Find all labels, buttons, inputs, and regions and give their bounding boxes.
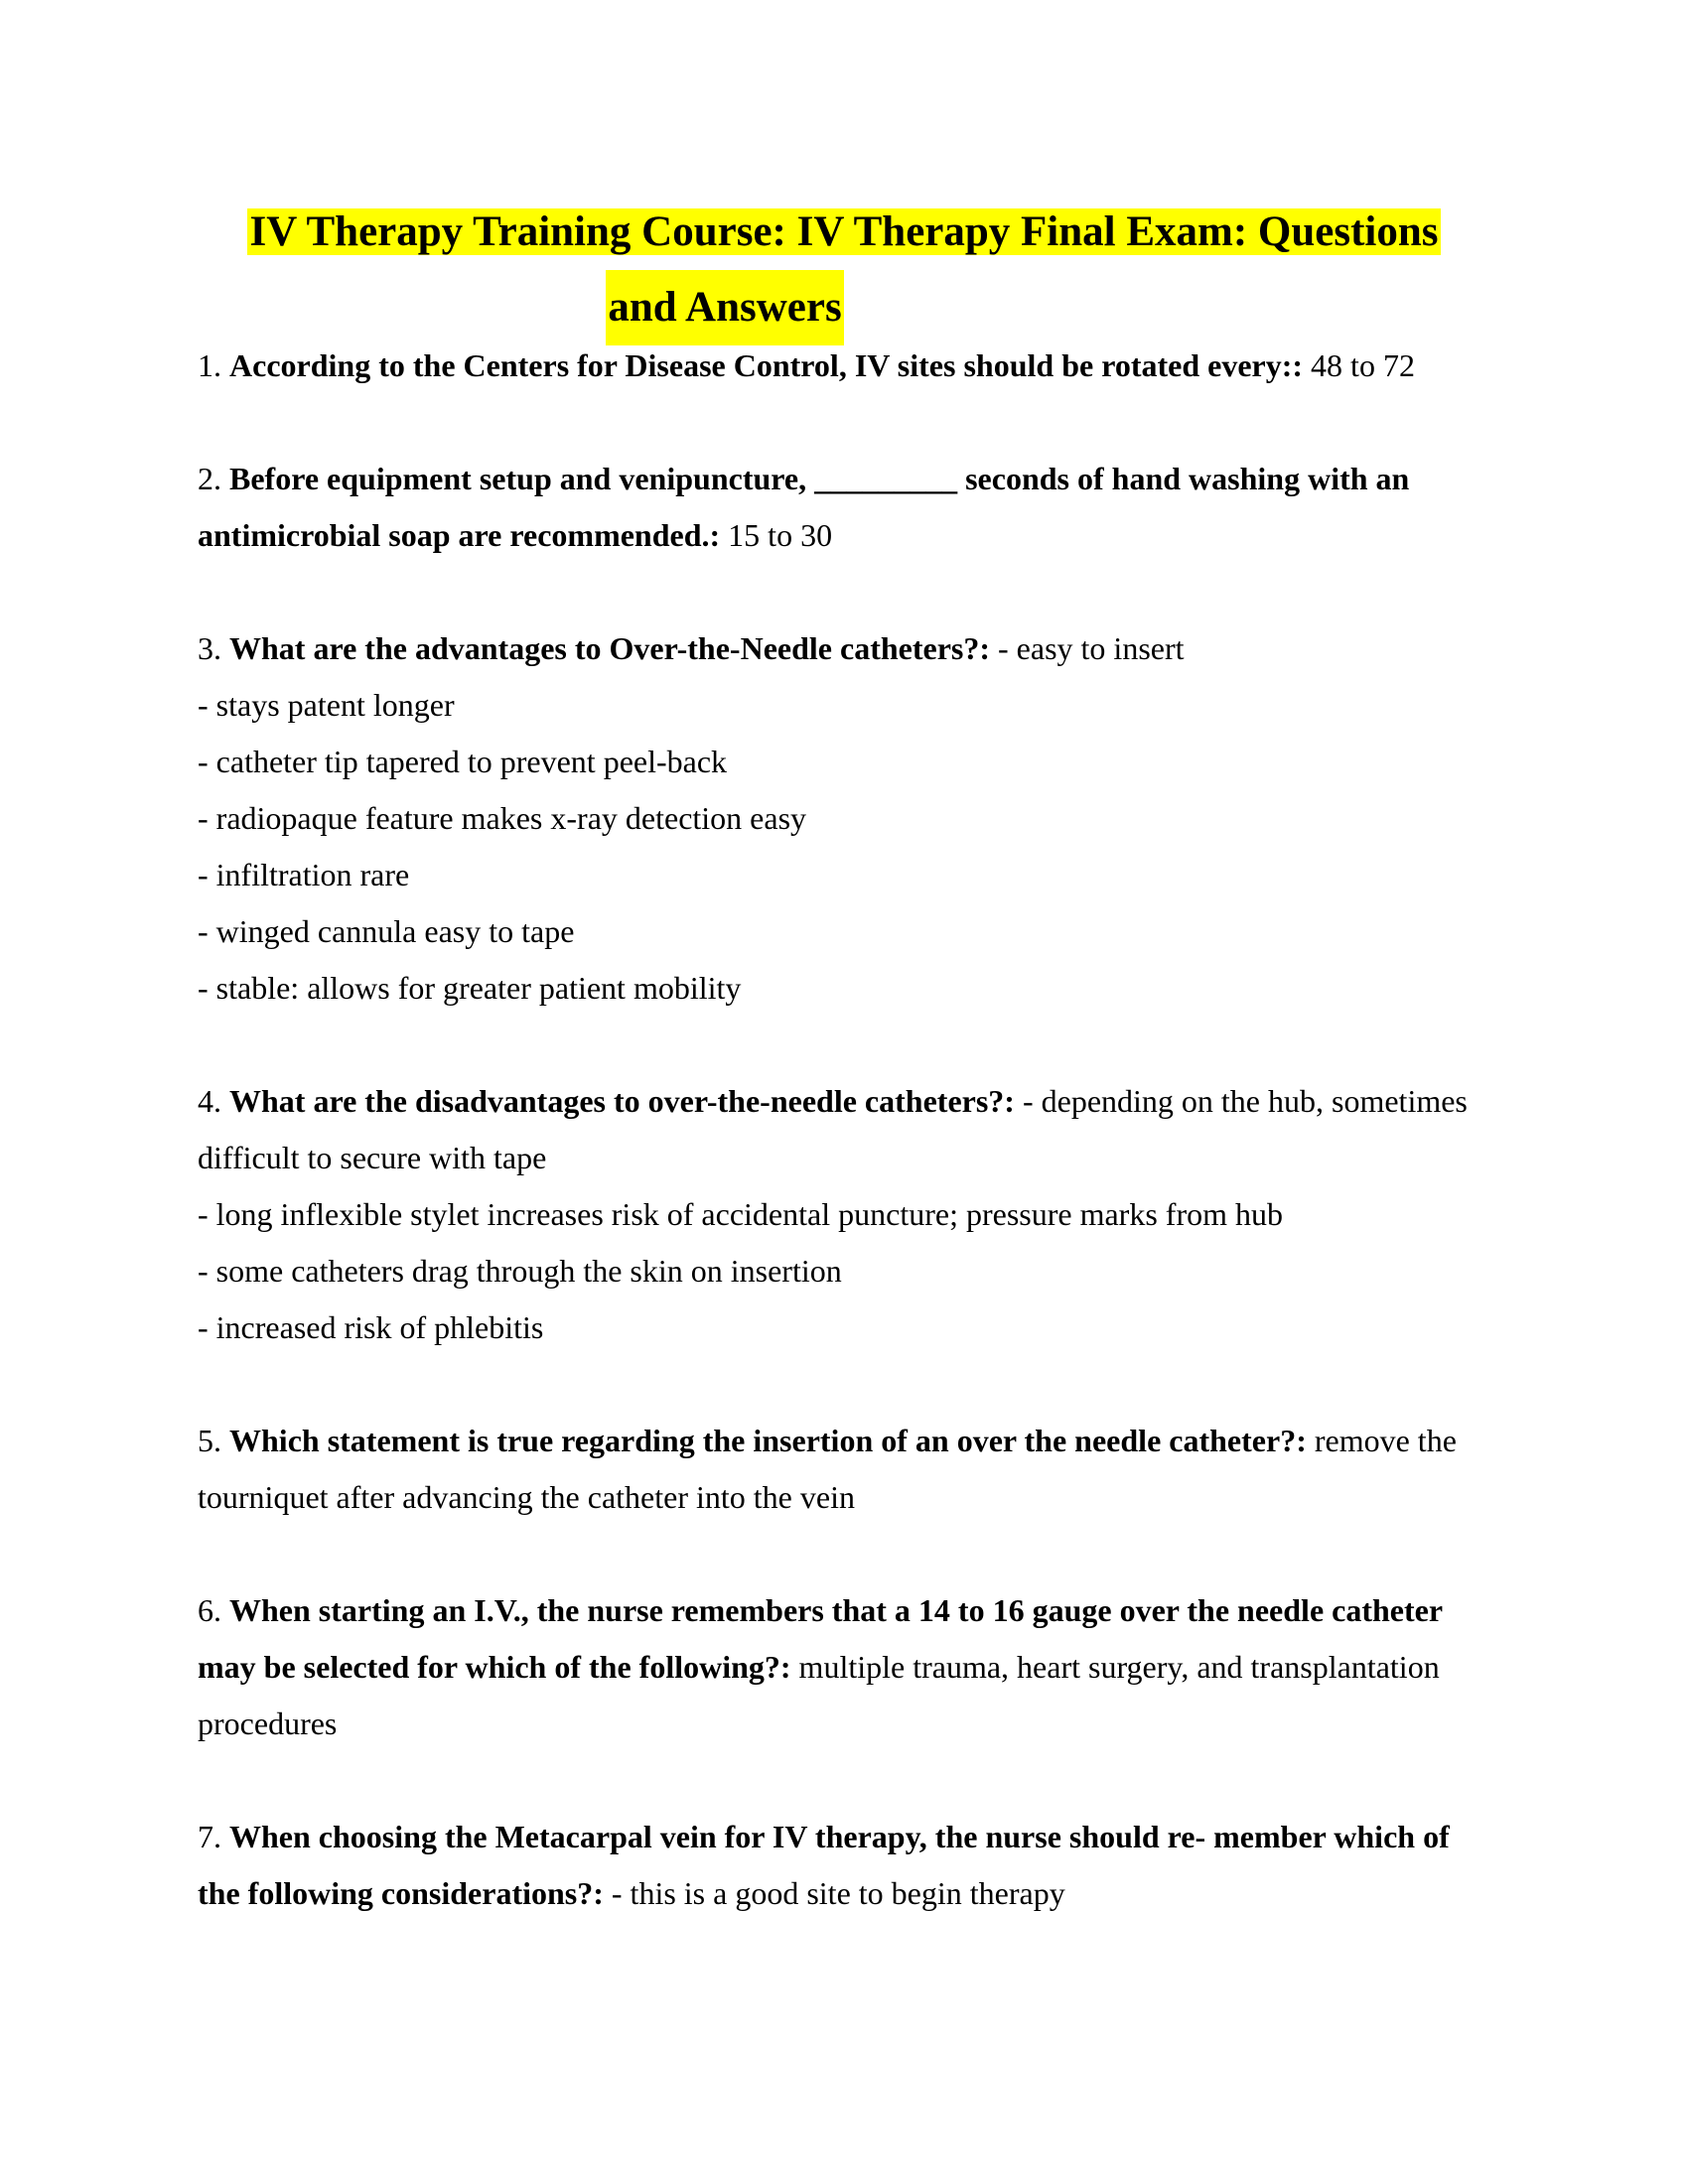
question-text (198, 1809, 1498, 1922)
question-number: 6. (198, 1592, 221, 1628)
question-prompt: According to the Centers for Disease Control, IV sites should be rotated every:: (229, 347, 1304, 383)
answer-line: - stays patent longer (198, 687, 455, 723)
answer-text: - depending on the hub, sometimes difficult to secure with tape (198, 1083, 1468, 1175)
answer-text: - this is a good site to begin therapy (611, 1875, 1065, 1911)
question-number: 5. (198, 1423, 221, 1458)
question-prompt: When choosing the Metacarpal vein for IV therapy, the nurse should re- member which of the following considerations?: (198, 1819, 1450, 1911)
title-line-1: IV Therapy Training Course: IV Therapy Final Exam: Questions (249, 208, 1439, 255)
answer-text: remove the tourniquet after advancing the catheter into the vein (198, 1423, 1457, 1515)
answer-text: 15 to 30 (728, 517, 833, 553)
question-text (198, 338, 1498, 394)
answer-line: - some catheters drag through the skin on insertion (198, 1253, 842, 1289)
question-item (198, 620, 1498, 1017)
answer-line: - stable: allows for greater patient mobility (198, 970, 742, 1006)
question-number: 2. (198, 461, 221, 496)
question-item (198, 1809, 1498, 1922)
question-item (198, 1582, 1498, 1752)
question-prompt: What are the advantages to Over-the-Needle catheters?: (229, 630, 991, 666)
question-text (198, 1582, 1498, 1752)
question-number: 1. (198, 347, 221, 383)
answer-line: - infiltration rare (198, 857, 410, 892)
question-number: 3. (198, 630, 221, 666)
question-prompt: What are the disadvantages to over-the-needle catheters?: (229, 1083, 1015, 1119)
question-item (198, 338, 1498, 394)
answer-text: 48 to 72 (1311, 347, 1415, 383)
question-item (198, 451, 1498, 564)
question-prompt: Before equipment setup and venipuncture, _________ seconds of hand washing with an antimicrobial soap are recommended.: (198, 461, 1410, 553)
question-text (198, 1413, 1498, 1526)
answer-line: - winged cannula easy to tape (198, 913, 575, 949)
answer-line: - catheter tip tapered to prevent peel-back (198, 744, 728, 779)
question-text (198, 1073, 1498, 1186)
answer-text: multiple trauma, heart surgery, and transplantation procedures (198, 1649, 1440, 1741)
question-item (198, 1073, 1498, 1356)
question-prompt: When starting an I.V., the nurse remembers that a 14 to 16 gauge over the needle catheter may be selected for which of the following?: (198, 1592, 1443, 1685)
question-prompt: Which statement is true regarding the insertion of an over the needle catheter?: (229, 1423, 1307, 1458)
answer-line: - radiopaque feature makes x-ray detection easy (198, 800, 807, 836)
question-text (198, 620, 1498, 677)
answer-line: - increased risk of phlebitis (198, 1309, 544, 1345)
question-list (198, 338, 1498, 1979)
question-text (198, 451, 1498, 564)
question-number: 7. (198, 1819, 221, 1854)
document-title (0, 195, 1688, 345)
question-item (198, 1413, 1498, 1526)
answer-text: - easy to insert (998, 630, 1185, 666)
title-line-2: and Answers (606, 270, 843, 345)
question-number: 4. (198, 1083, 221, 1119)
answer-line: - long inflexible stylet increases risk of accidental puncture; pressure marks from hub (198, 1196, 1283, 1232)
